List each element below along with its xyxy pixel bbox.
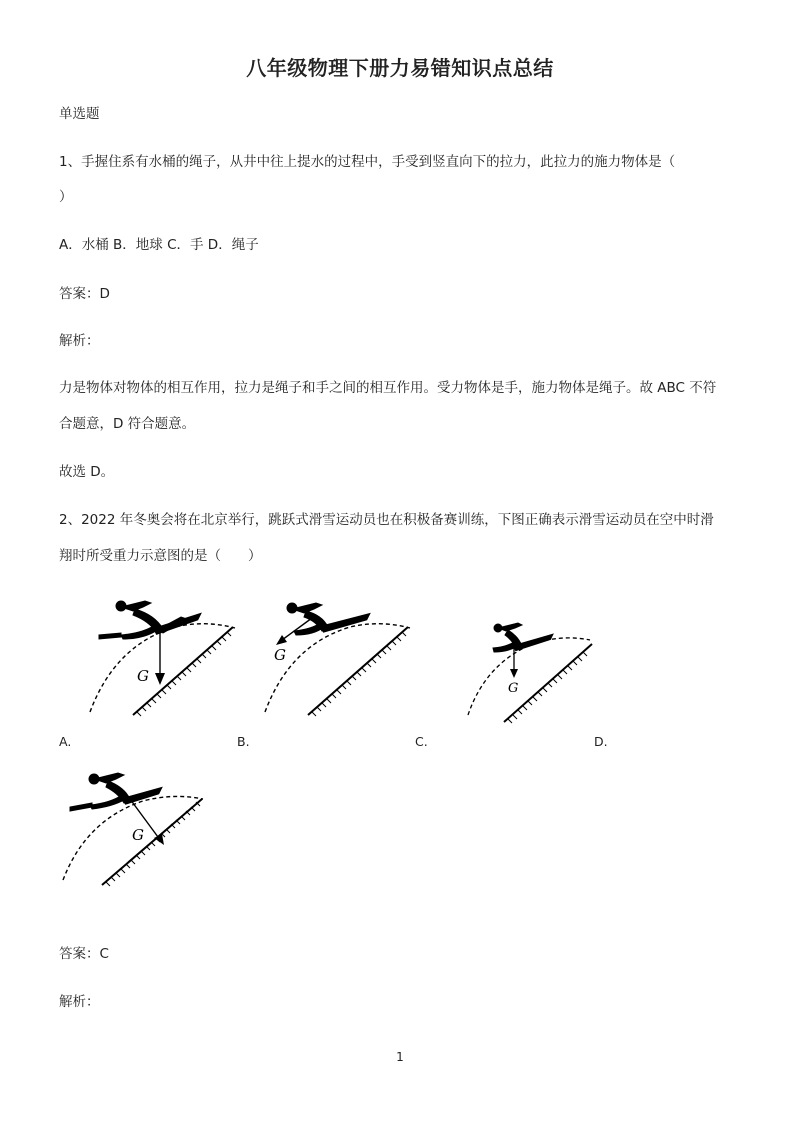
q1-analysis-label: 解析： [59, 333, 100, 349]
option-label-b: B. [237, 734, 250, 749]
figure-option-b [260, 595, 415, 720]
q1-answer: 答案：D [59, 286, 110, 302]
q1-analysis-line2: 合题意，D 符合题意。 [59, 416, 196, 432]
ski-jumper-diagram-c [460, 610, 600, 725]
force-label-c: G [508, 681, 519, 696]
option-label-a: A. [59, 734, 72, 749]
figure-option-d [58, 765, 213, 890]
force-label-a: G [137, 667, 149, 685]
q1-stem-line2: ） [59, 189, 73, 205]
section-heading: 单选题 [59, 106, 100, 122]
page-title: 八年级物理下册力易错知识点总结 [246, 56, 554, 80]
option-label-c: C. [415, 734, 428, 749]
option-label-d: D. [594, 734, 608, 749]
q1-stem-line1: 1、手握住系有水桶的绳子，从井中往上提水的过程中，手受到竖直向下的拉力，此拉力的施力物体是（ [59, 154, 676, 170]
force-label-b: G [274, 646, 286, 664]
figure-option-c [460, 610, 600, 725]
q2-stem-line2: 翔时所受重力示意图的是（ ） [59, 548, 262, 564]
force-label-d: G [132, 826, 144, 844]
figure-option-a [85, 595, 240, 720]
q1-analysis-line1: 力是物体对物体的相互作用，拉力是绳子和手之间的相互作用。受力物体是手，施力物体是绳子。故 ABC 不符 [59, 380, 717, 396]
ski-jumper-diagram-a [85, 595, 240, 720]
page-number: 1 [396, 1050, 404, 1064]
q1-options: A．水桶 B．地球 C．手 D．绳子 [59, 237, 259, 253]
ski-jumper-diagram-b [260, 595, 415, 720]
ski-jumper-diagram-d [58, 765, 213, 890]
q1-conclusion: 故选 D。 [59, 464, 115, 480]
q2-analysis-label: 解析： [59, 994, 100, 1010]
q2-answer: 答案：C [59, 946, 109, 962]
q2-stem-line1: 2、2022 年冬奥会将在北京举行，跳跃式滑雪运动员也在积极备赛训练，下图正确表示滑雪运动员在空中时滑 [59, 512, 714, 528]
